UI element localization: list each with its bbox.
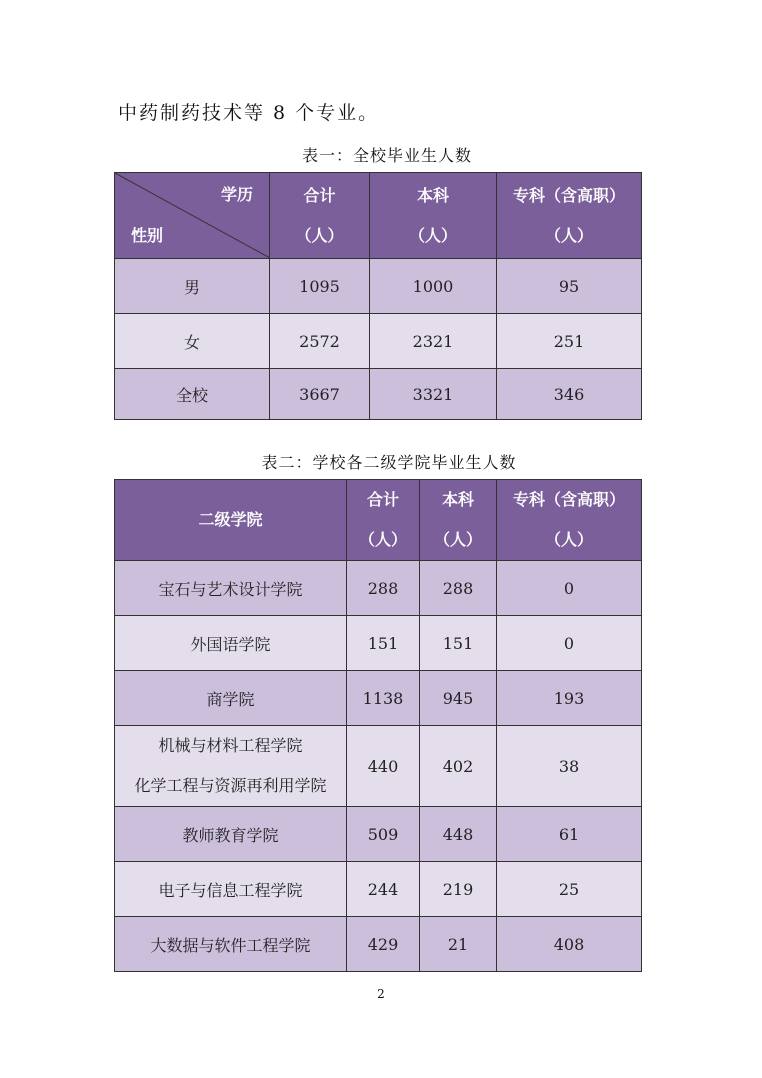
- cell-bachelor: 288: [420, 561, 497, 616]
- header-bachelor: 本科 （人）: [420, 480, 497, 561]
- table-row: [115, 862, 642, 917]
- cell-bachelor: 3321: [370, 369, 497, 420]
- cell-total: 1138: [347, 671, 420, 726]
- cell-total: 2572: [270, 314, 370, 369]
- graduates-by-gender-table: [114, 172, 642, 420]
- table1-caption: 表一：全校毕业生人数: [301, 146, 472, 165]
- school-name: 大数据与软件工程学院: [115, 917, 347, 972]
- header-college: 专科（含高职） （人）: [497, 480, 642, 561]
- table-row: [115, 671, 642, 726]
- diag-header-gender: 性别: [131, 226, 164, 245]
- row-label: 男: [115, 259, 270, 314]
- table-row: [115, 314, 642, 369]
- school-name: 外国语学院: [115, 616, 347, 671]
- header-college: 专科（含高职） （人）: [497, 173, 642, 259]
- cell-college: 0: [497, 616, 642, 671]
- school-name-line1: 机械与材料工程学院: [158, 736, 303, 755]
- cell-total: 1095: [270, 259, 370, 314]
- cell-college: 408: [497, 917, 642, 972]
- cell-bachelor: 219: [420, 862, 497, 917]
- school-name: 电子与信息工程学院: [115, 862, 347, 917]
- cell-college: 251: [497, 314, 642, 369]
- cell-total: 244: [347, 862, 420, 917]
- table-row: [115, 917, 642, 972]
- cell-total: 509: [347, 807, 420, 862]
- school-name: [115, 726, 347, 807]
- table-row: [115, 726, 642, 807]
- cell-total: 288: [347, 561, 420, 616]
- cell-college: 95: [497, 259, 642, 314]
- header-bachelor: 本科 （人）: [370, 173, 497, 259]
- cell-total: 440: [347, 726, 420, 807]
- page-number: 2: [377, 987, 385, 1001]
- row-label: 女: [115, 314, 270, 369]
- table-row: [115, 807, 642, 862]
- cell-total: 3667: [270, 369, 370, 420]
- cell-college: 25: [497, 862, 642, 917]
- header-total: 合计 （人）: [270, 173, 370, 259]
- cell-bachelor: 448: [420, 807, 497, 862]
- intro-paragraph: 中药制药技术等 8 个专业。: [118, 102, 380, 124]
- table-row: [115, 369, 642, 420]
- cell-total: 429: [347, 917, 420, 972]
- cell-college: 61: [497, 807, 642, 862]
- table-row: [115, 616, 642, 671]
- cell-college: 346: [497, 369, 642, 420]
- cell-bachelor: 1000: [370, 259, 497, 314]
- table2-caption: 表二：学校各二级学院毕业生人数: [261, 453, 517, 472]
- diagonal-header-cell: [115, 173, 270, 259]
- school-name: 教师教育学院: [115, 807, 347, 862]
- cell-bachelor: 402: [420, 726, 497, 807]
- table-row: [115, 561, 642, 616]
- cell-college: 0: [497, 561, 642, 616]
- school-name-line2: 化学工程与资源再利用学院: [134, 776, 327, 795]
- school-name: 宝石与艺术设计学院: [115, 561, 347, 616]
- cell-bachelor: 945: [420, 671, 497, 726]
- cell-bachelor: 21: [420, 917, 497, 972]
- diag-header-education: 学历: [220, 185, 253, 204]
- table2-header-row: [115, 480, 642, 561]
- cell-bachelor: 151: [420, 616, 497, 671]
- table-row: [115, 259, 642, 314]
- table1-header-row: [115, 173, 642, 259]
- cell-total: 151: [347, 616, 420, 671]
- school-name: 商学院: [115, 671, 347, 726]
- cell-bachelor: 2321: [370, 314, 497, 369]
- header-school: 二级学院: [115, 480, 347, 561]
- header-total: 合计 （人）: [347, 480, 420, 561]
- cell-college: 38: [497, 726, 642, 807]
- row-label: 全校: [115, 369, 270, 420]
- graduates-by-school-table: [114, 479, 642, 972]
- cell-college: 193: [497, 671, 642, 726]
